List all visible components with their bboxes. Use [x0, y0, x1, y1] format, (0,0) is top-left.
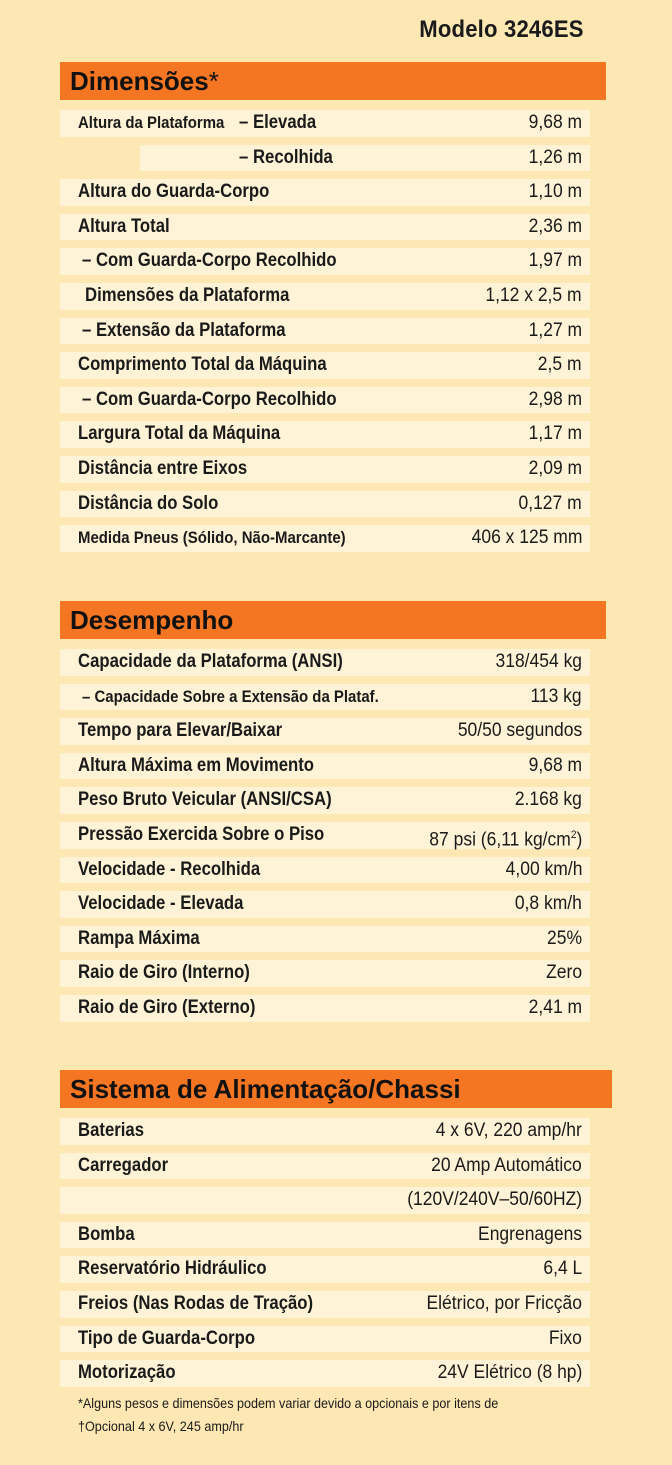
footnote-weights: *Alguns pesos e dimensões podem variar devido a opcionais e por itens de: [78, 1395, 499, 1411]
row-label: Baterias: [78, 1120, 144, 1141]
row-value: Elétrico, por Fricção: [426, 1292, 582, 1314]
section-title-asterisk: *: [208, 66, 219, 96]
row-label: Medida Pneus (Sólido, Não-Marcante): [78, 528, 346, 548]
row-value: 24V Elétrico (8 hp): [437, 1362, 582, 1384]
table-row: [60, 348, 590, 383]
row-value: 1,17 m: [528, 423, 582, 445]
table-row: [60, 887, 590, 922]
table-row: [60, 956, 590, 991]
row-value: Engrenagens: [477, 1223, 582, 1245]
row-label: Altura do Guarda-Corpo: [78, 181, 270, 203]
table-row: [60, 991, 590, 1026]
table-row: [60, 279, 590, 314]
row-value: 2,36 m: [528, 215, 582, 237]
row-value: Fixo: [548, 1327, 582, 1349]
section-header-desempenho: [60, 601, 606, 639]
row-label: Pressão Exercida Sobre o Piso: [78, 823, 325, 845]
dimensoes-table: [60, 106, 590, 556]
row-label: Altura Total: [78, 215, 170, 237]
row-value-sup: 2: [570, 828, 577, 841]
row-value: 406 x 125 mm: [471, 527, 582, 549]
table-row: [60, 417, 590, 452]
row-value: 20 Amp Automático: [431, 1154, 582, 1176]
row-label: Bomba: [78, 1223, 135, 1245]
row-label: Largura Total da Máquina: [78, 423, 281, 445]
row-value: (120V/240V–50/60HZ): [407, 1189, 582, 1211]
row-label: Carregador: [78, 1154, 169, 1176]
table-row: [60, 487, 590, 522]
table-row: [60, 106, 590, 141]
row-value: 2,5 m: [538, 354, 582, 376]
table-row: [60, 1114, 590, 1149]
row-label: Motorização: [78, 1362, 176, 1384]
table-row: [60, 244, 590, 279]
table-row: [60, 645, 590, 680]
row-label: Rampa Máxima: [78, 927, 200, 949]
row-label: Raio de Giro (Externo): [78, 996, 256, 1018]
table-row: [60, 714, 590, 749]
row-label: Velocidade - Recolhida: [78, 858, 261, 880]
row-value: Zero: [546, 962, 582, 984]
table-row: [60, 314, 590, 349]
row-sublabel: – Recolhida: [239, 146, 333, 168]
row-value: 1,26 m: [528, 146, 582, 168]
row-label: Altura Máxima em Movimento: [78, 754, 314, 776]
table-row: [60, 521, 590, 556]
row-label: Comprimento Total da Máquina: [78, 354, 327, 376]
table-row: [60, 452, 590, 487]
row-value: 4,00 km/h: [505, 858, 582, 880]
row-value: 2,41 m: [528, 996, 582, 1018]
table-row: [60, 1252, 590, 1287]
row-value: 0,8 km/h: [514, 893, 582, 915]
section-title: Sistema de Alimentação/Chassi: [70, 1074, 461, 1104]
section-title: Desempenho: [70, 605, 234, 635]
table-row: [60, 1183, 590, 1218]
table-row: [60, 1149, 590, 1184]
row-value: 1,97 m: [528, 250, 582, 272]
row-value: 4 x 6V, 220 amp/hr: [435, 1120, 582, 1141]
desempenho-table: [60, 645, 590, 1026]
row-value: 2,98 m: [528, 388, 582, 410]
row-label: Freios (Nas Rodas de Tração): [78, 1292, 314, 1314]
table-row: [60, 141, 590, 176]
row-label: Velocidade - Elevada: [78, 893, 244, 915]
row-value: 318/454 kg: [495, 651, 582, 672]
row-value: 1,27 m: [528, 319, 582, 341]
model-title: Modelo 3246ES: [419, 16, 584, 43]
section-header-sistema: [60, 1070, 612, 1108]
row-value: 1,10 m: [528, 181, 582, 203]
section-header-dimensoes: [60, 62, 606, 100]
row-label: – Com Guarda-Corpo Recolhido: [82, 250, 337, 272]
row-label: Distância do Solo: [78, 492, 219, 514]
section-title: Dimensões: [70, 66, 209, 96]
row-value: 1,12 x 2,5 m: [485, 284, 582, 306]
row-label: – Extensão da Plataforma: [82, 319, 286, 341]
row-value: 9,68 m: [528, 112, 582, 133]
row-label: Tempo para Elevar/Baixar: [78, 720, 283, 742]
row-label: Tipo de Guarda-Corpo: [78, 1327, 256, 1349]
table-row: [60, 853, 590, 888]
table-row: [60, 1218, 590, 1253]
row-value: 9,68 m: [528, 754, 582, 776]
row-label: Peso Bruto Veicular (ANSI/CSA): [78, 789, 332, 811]
sistema-table: [60, 1114, 590, 1391]
row-label: Raio de Giro (Interno): [78, 962, 250, 984]
row-label: Distância entre Eixos: [78, 457, 248, 479]
table-row: [60, 818, 590, 853]
table-row: [60, 680, 590, 715]
table-row: [60, 783, 590, 818]
table-row: [60, 1356, 590, 1391]
row-label: Capacidade da Plataforma (ANSI): [78, 651, 343, 672]
row-label: – Capacidade Sobre a Extensão da Plataf.: [82, 686, 379, 706]
row-value: 2,09 m: [528, 457, 582, 479]
row-value-text: 87 psi (6,11 kg/cm: [429, 829, 571, 851]
row-label: Altura da Plataforma: [78, 113, 225, 132]
table-row: [60, 175, 590, 210]
row-label: Reservatório Hidráulico: [78, 1258, 267, 1280]
row-value-after: ): [576, 829, 582, 851]
row-value: 50/50 segundos: [457, 720, 582, 742]
table-row: [60, 383, 590, 418]
table-row: [60, 210, 590, 245]
row-value: 6,4 L: [543, 1258, 582, 1280]
table-row: [60, 922, 590, 957]
row-value: 0,127 m: [518, 492, 582, 514]
row-value: 113 kg: [530, 685, 582, 707]
table-row: [60, 1287, 590, 1322]
table-row: [60, 1322, 590, 1357]
row-value: 25%: [547, 927, 582, 949]
row-sublabel: – Elevada: [239, 112, 317, 133]
row-label: – Com Guarda-Corpo Recolhido: [82, 388, 337, 410]
table-row: [60, 749, 590, 784]
row-value: 2.168 kg: [514, 789, 582, 811]
row-label: Dimensões da Plataforma: [85, 284, 290, 306]
footnote-optional: †Opcional 4 x 6V, 245 amp/hr: [78, 1418, 244, 1434]
